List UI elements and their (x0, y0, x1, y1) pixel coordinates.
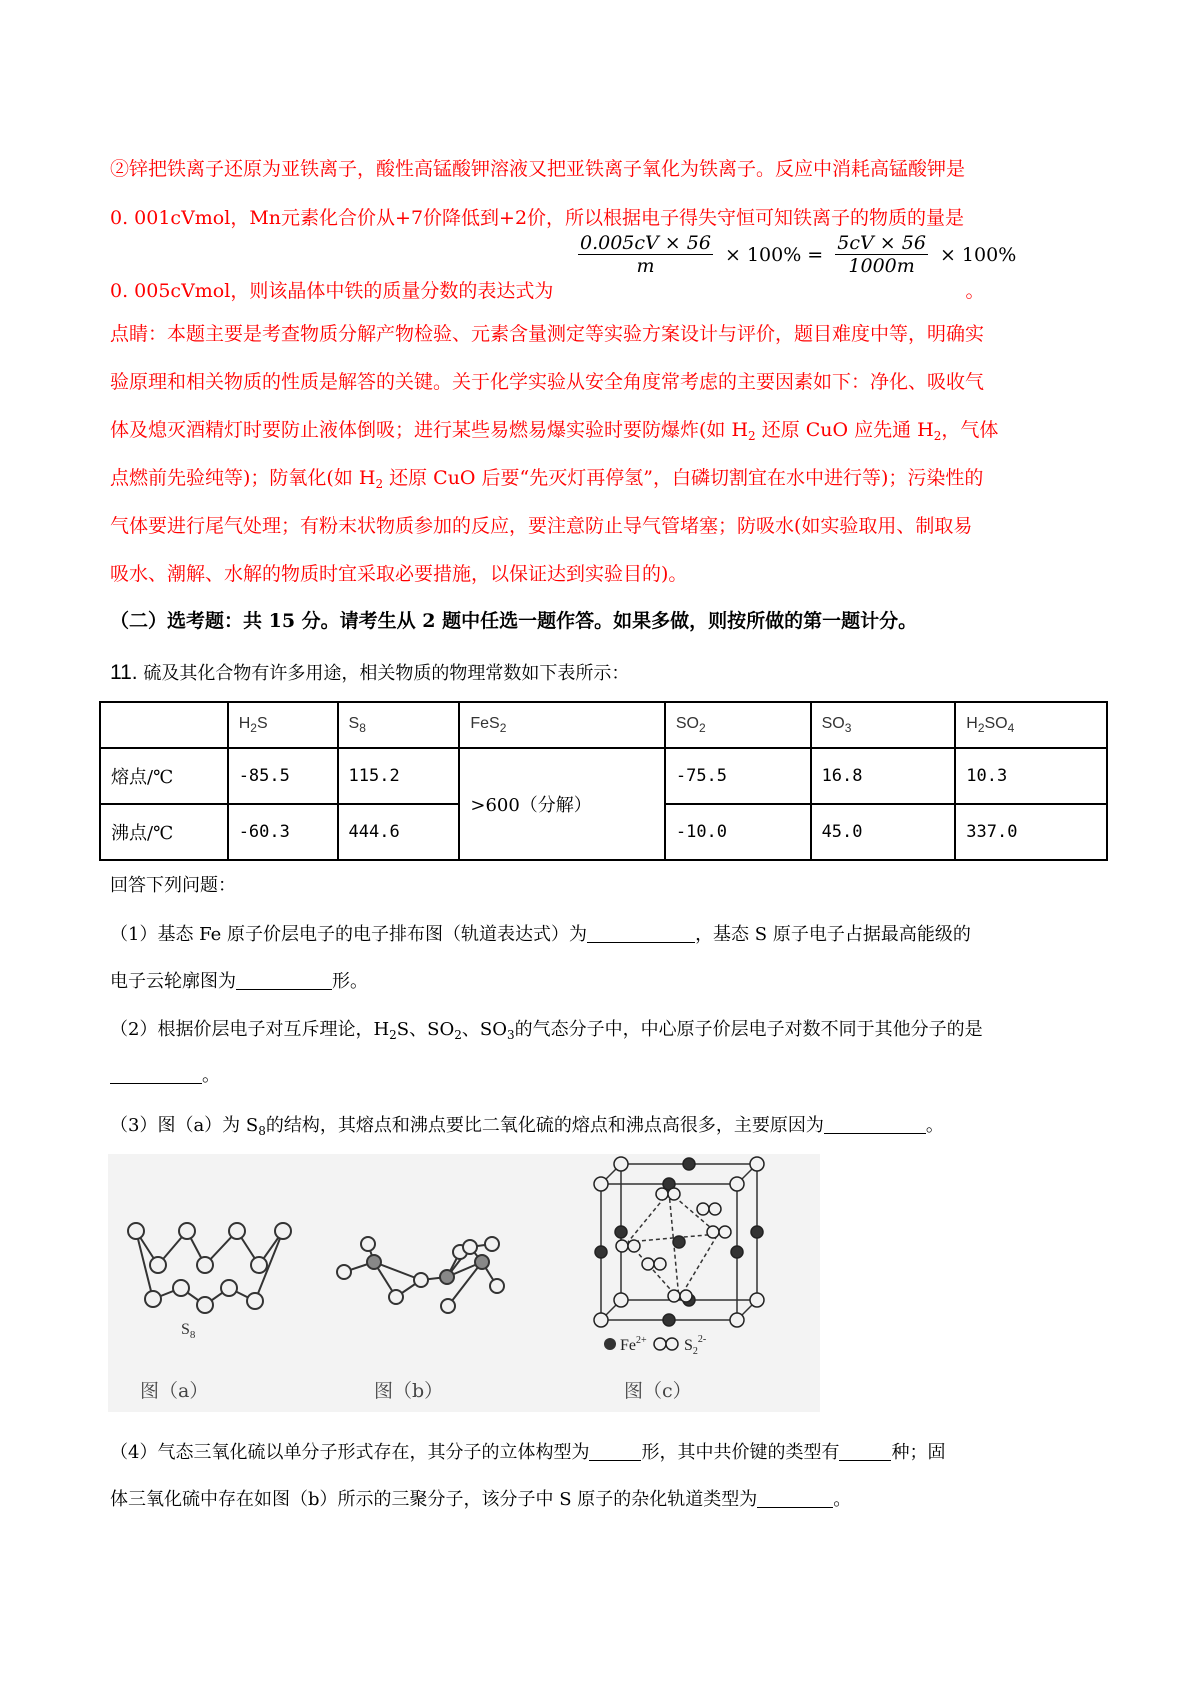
q4-text-d: 体三氧化硫中存在如图（b）所示的三聚分子，该分子中 S 原子的杂化轨道类型为 (110, 1489, 758, 1510)
q1-text-c: 电子云轮廓图为 (110, 971, 236, 992)
header-h2s: $H_2S$ (228, 702, 338, 748)
figure-a-label: 图（a） (140, 1380, 209, 1402)
q2-text-e: 。 (202, 1065, 220, 1086)
comment-line-5: 气体要进行尾气处理；有粉末状物质参加的反应，要注意防止导气管堵塞；防吸水(如实验取用、制取易 (110, 515, 973, 537)
table-corner-cell (100, 702, 228, 748)
legend-s-label: $S_2^{2-}$ (684, 1334, 707, 1357)
q1-line-1 (110, 922, 971, 948)
formula-operator-2: × 100% (939, 243, 1017, 266)
q2-line-2 (110, 1063, 220, 1089)
q1-text-d: 形。 (332, 971, 368, 992)
header-fes2: FeS$_2$ (459, 702, 664, 748)
solution-line-1: ②锌把铁离子还原为亚铁离子，酸性高锰酸钾溶液又把亚铁离子氧化为铁离子。反应中消耗高锰酸钾是 (110, 158, 966, 180)
q3-text-c: 。 (925, 1115, 944, 1136)
legend-s-marker-2 (666, 1338, 678, 1350)
solution-line-2: 0. 001cVmol，Mn元素化合价从+7价降低到+2价，所以根据电子得失守恒可知铁离子的物质的量是 (110, 207, 965, 229)
figure-b-label: 图（b） (374, 1380, 444, 1402)
q2-line-1 (110, 1017, 983, 1048)
answer-blank[interactable] (757, 1489, 833, 1508)
q2-sub: 2 (389, 1028, 397, 1042)
comment-line-3 (110, 417, 998, 449)
solution-line-3 (110, 278, 984, 304)
question-number: 11. (110, 661, 138, 684)
answer-blank[interactable] (839, 1442, 891, 1461)
fraction-1-numerator: 0.005cV × 56 (580, 232, 711, 254)
table-cell: 10.3 (955, 748, 1107, 804)
answer-blank[interactable] (236, 971, 332, 990)
table-cell: 444.6 (338, 804, 460, 860)
q1-text-a: （1）基态 Fe 原子价层电子的电子排布图（轨道表达式）为 (110, 924, 588, 945)
table-cell: 16.8 (811, 748, 956, 804)
legend-fe-marker (604, 1338, 616, 1350)
comment-line-4-a: 点燃前先验纯等)；防氧化(如 H (110, 467, 376, 489)
q2-text-c: 、SO (461, 1019, 507, 1040)
table-cell: -10.0 (665, 804, 811, 860)
q4-text-c: 种；固 (891, 1442, 946, 1463)
comment-line-6: 吸水、潮解、水解的物质时宜采取必要措施，以保证达到实验目的)。 (110, 563, 688, 585)
fraction-2-numerator: 5cV × 56 (837, 232, 926, 254)
legend-fe-label: $Fe^{2+}$ (620, 1335, 647, 1354)
question-stem-text: 硫及其化合物有许多用途，相关物质的物理常数如下表所示： (137, 663, 630, 684)
section-heading: （二）选考题：共 15 分。请考生从 2 题中任选一题作答。如果多做，则按所做的第一题计分。 (110, 610, 918, 632)
legend-s-marker-1 (654, 1338, 666, 1350)
table-row (100, 748, 1107, 804)
q3-sub: 8 (258, 1124, 266, 1138)
q2-text-a: （2）根据价层电子对互斥理论，H (110, 1019, 390, 1040)
q4-text-b: 形，其中共价键的类型有 (641, 1442, 840, 1463)
table-cell: 337.0 (955, 804, 1107, 860)
answer-blank[interactable] (589, 1442, 641, 1461)
q3-text-b: 的结构，其熔点和沸点要比二氧化硫的熔点和沸点高很多，主要原因为 (265, 1115, 824, 1136)
table-cell: 45.0 (811, 804, 956, 860)
comment-line-3-e: ，气体 (941, 419, 999, 441)
row-label-melting: 熔点/℃ (100, 748, 228, 804)
pyrite-atoms (594, 1157, 764, 1327)
answer-blank[interactable] (110, 1065, 202, 1084)
comment-line-3-sub-2: 2 (933, 429, 942, 443)
physical-constants-table (99, 701, 1108, 861)
structure-figures (108, 1154, 820, 1412)
header-h2so4: $H_2SO_4$ (955, 702, 1107, 748)
fraction-1-denominator: m (636, 255, 655, 277)
figure-c-label: 图（c） (624, 1380, 692, 1402)
table-cell: -75.5 (665, 748, 811, 804)
q1-line-2 (110, 969, 368, 995)
header-s8: $S_8$ (338, 702, 460, 748)
s8-label: $S_8$ (181, 1321, 196, 1341)
q4-text-a: （4）气态三氧化硫以单分子形式存在，其分子的立体构型为 (110, 1442, 590, 1463)
mass-fraction-formula (578, 232, 1022, 277)
s8-atoms (128, 1223, 291, 1313)
q2-sub: 3 (506, 1028, 515, 1042)
trimer-atoms (337, 1237, 504, 1313)
q3-line (110, 1113, 944, 1144)
comment-line-4 (110, 465, 983, 497)
q4-text-e: 。 (833, 1489, 852, 1510)
q2-text-d: 的气态分子中，中心原子价层电子对数不同于其他分子的是 (514, 1019, 983, 1040)
comment-line-4-c: 还原 CuO 后要“先灭灯再停氢”，白磷切割宜在水中进行等)；污染性的 (383, 467, 984, 489)
fes2-merged-cell: >600（分解） (459, 748, 664, 860)
comment-line-3-a: 体及熄灭酒精灯时要防止液体倒吸；进行某些易燃易爆实验时要防爆炸(如 H (110, 419, 749, 441)
table-header-row (100, 702, 1107, 748)
table-cell: 115.2 (338, 748, 460, 804)
table-cell: -60.3 (228, 804, 338, 860)
structure-figures-svg (108, 1154, 820, 1412)
q4-line-2 (110, 1487, 851, 1513)
fraction-2-denominator: 1000m (848, 255, 915, 277)
solution-line-3-end: 。 (965, 280, 985, 302)
q3-text-a: （3）图（a）为 S (110, 1115, 259, 1136)
comment-line-3-c: 还原 CuO 应先通 H (755, 419, 934, 441)
q4-line-1 (110, 1440, 945, 1466)
comment-line-2: 验原理和相关物质的性质是解答的关键。关于化学实验从安全角度常考虑的主要因素如下：净化、吸收气 (110, 371, 985, 393)
solution-line-3-text: 0. 005cVmol，则该晶体中铁的质量分数的表达式为 (110, 280, 554, 302)
answer-blank[interactable] (824, 1115, 926, 1134)
comment-line-1: 点睛：本题主要是考查物质分解产物检验、元素含量测定等实验方案设计与评价，题目难度中等，明确实 (110, 323, 985, 345)
table-cell: -85.5 (228, 748, 338, 804)
fraction-2 (835, 232, 928, 277)
formula-operator-1: × 100% = (724, 243, 824, 266)
header-so2: $SO_2$ (665, 702, 811, 748)
fraction-1 (578, 232, 713, 277)
q2-sub: 2 (454, 1028, 462, 1042)
comment-line-3-sub-1: 2 (748, 429, 756, 443)
question-11-stem (110, 660, 629, 687)
row-label-boiling: 沸点/℃ (100, 804, 228, 860)
q1-text-b: ，基态 S 原子电子占据最高能级的 (695, 924, 971, 945)
header-so3: $SO_3$ (811, 702, 956, 748)
q2-text-b: S、SO (396, 1019, 455, 1040)
comment-line-4-sub: 2 (375, 477, 384, 491)
answer-prompt: 回答下列问题： (110, 875, 236, 896)
answer-blank[interactable] (587, 924, 695, 943)
